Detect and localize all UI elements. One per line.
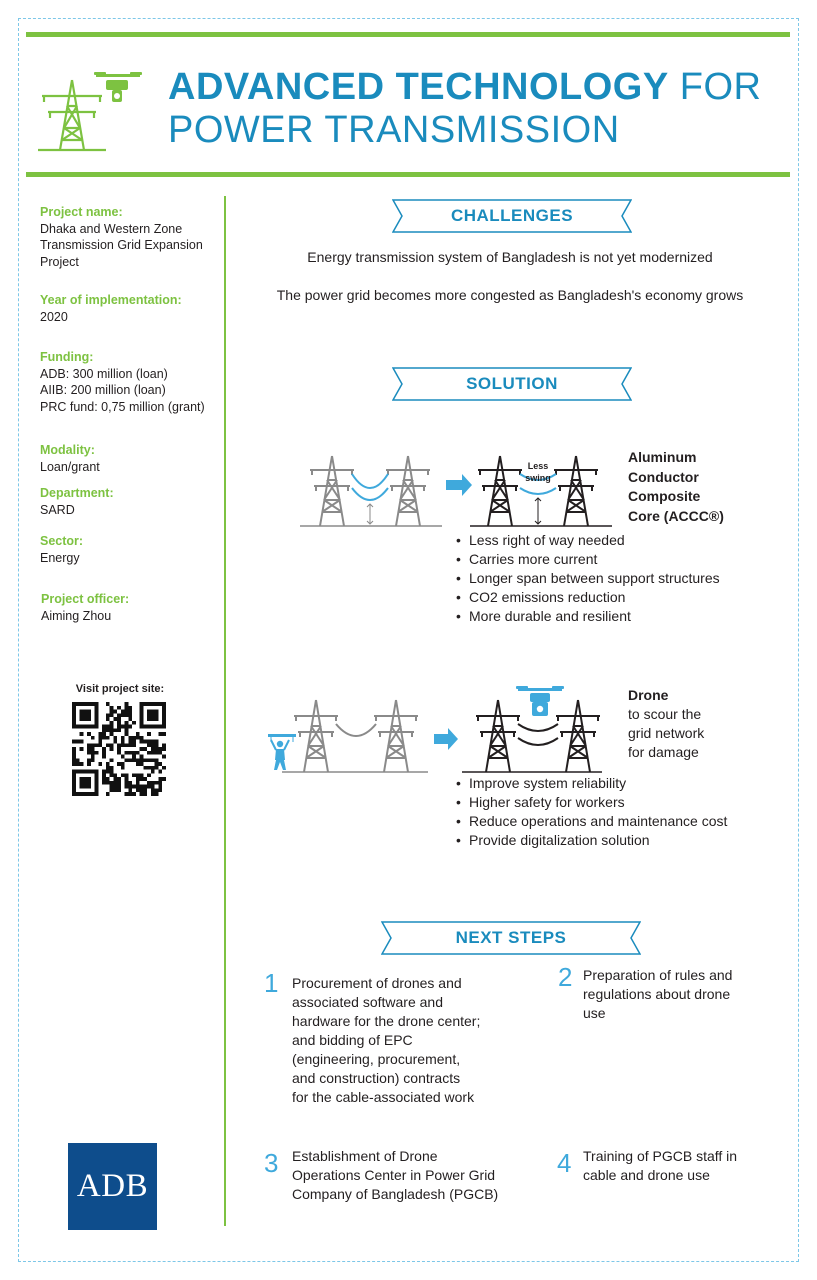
next-steps-ribbon: [381, 921, 641, 955]
less-swing-label: Less: [527, 461, 549, 471]
year-label: Year of implementation:: [40, 293, 182, 307]
drone-desc-line: grid network: [628, 725, 705, 741]
step-number: 1: [264, 968, 279, 998]
funding-line: AIIB: 200 million (loan): [40, 383, 166, 397]
accc-title-line: Conductor: [628, 468, 699, 485]
accc-title-line: Aluminum: [628, 449, 697, 465]
list-item: • Longer span between support structures: [456, 569, 720, 588]
officer-value: Aiming Zhou: [41, 608, 112, 623]
list-item: • Provide digitalization solution: [456, 831, 727, 850]
accc-benefits-list: [456, 531, 720, 626]
modality-block: [40, 442, 220, 475]
challenges-ribbon: [392, 199, 632, 233]
page-title: [168, 66, 761, 151]
department-label: Department:: [40, 486, 114, 500]
tower-drone-header-icon: [34, 70, 146, 154]
solution-heading: SOLUTION: [466, 374, 558, 393]
step-line: Training of PGCB staff in: [583, 1148, 738, 1164]
drone-title: Drone: [628, 687, 669, 703]
list-item: • Improve system reliability: [456, 774, 727, 793]
step-text: [292, 974, 480, 1107]
step-line: use: [583, 1005, 606, 1021]
modality-label: Modality:: [40, 443, 95, 457]
step-line: Preparation of rules and: [583, 967, 733, 983]
department-block: [40, 485, 220, 518]
step-line: Establishment of Drone: [292, 1148, 438, 1164]
step-line: and construction) contracts: [292, 1070, 461, 1086]
step-text: [583, 1147, 737, 1185]
project-name-label: Project name:: [40, 205, 123, 219]
drone-illustration: [262, 684, 614, 776]
worker-icon: [268, 734, 296, 770]
step-number: 4: [557, 1148, 572, 1178]
list-item: • CO2 emissions reduction: [456, 588, 720, 607]
adb-logo-text: ADB: [76, 1168, 149, 1204]
drone-benefits-list: [456, 774, 727, 850]
title-line2: POWER TRANSMISSION: [168, 108, 620, 151]
step-line: cable and drone use: [583, 1167, 710, 1183]
step-line: regulations about drone: [583, 986, 731, 1002]
officer-label: Project officer:: [41, 592, 130, 606]
challenges-heading: CHALLENGES: [450, 206, 574, 225]
list-item: • Reduce operations and maintenance cost: [456, 812, 727, 831]
adb-logo[interactable]: [68, 1143, 157, 1230]
drone-description: [628, 686, 704, 762]
list-item: • Less right of way needed: [456, 531, 720, 550]
drone-desc-line: to scour the: [628, 706, 702, 722]
solution-ribbon: [392, 367, 632, 401]
accc-title-line: Core (ACCC®): [628, 507, 724, 524]
step-line: for the cable-associated work: [292, 1089, 475, 1105]
step-number: 2: [558, 962, 573, 992]
funding-label: Funding:: [40, 350, 94, 364]
title-rest: FOR: [679, 66, 762, 108]
less-swing-label: swing: [525, 473, 551, 483]
officer-block: [41, 591, 221, 624]
sector-value: Energy: [40, 550, 80, 565]
sidebar-divider: [224, 196, 226, 1226]
sector-label: Sector:: [40, 534, 84, 548]
step-number: 3: [264, 1148, 279, 1178]
step-line: Company of Bangladesh (PGCB): [292, 1186, 499, 1202]
header-bottom-rule: [26, 172, 790, 177]
project-name-line: Transmission Grid Expansion: [40, 238, 203, 252]
step-text: [583, 966, 732, 1023]
arrow-right-icon: [446, 474, 472, 496]
visit-site-label: Visit project site:: [75, 683, 165, 695]
challenge-line: The power grid becomes more congested as Bangladesh's economy grows: [276, 287, 744, 303]
list-item: • More durable and resilient: [456, 607, 720, 626]
next-steps-heading: NEXT STEPS: [455, 928, 567, 947]
step-line: (engineering, procurement,: [292, 1051, 461, 1067]
department-value: SARD: [40, 502, 75, 517]
accc-illustration: [296, 452, 622, 532]
project-name-block: [40, 204, 220, 270]
drone-desc-line: for damage: [628, 744, 699, 760]
step-line: Procurement of drones and: [292, 975, 462, 991]
title-bold: ADVANCED TECHNOLOGY: [168, 66, 669, 108]
project-name-line: Project: [40, 254, 79, 269]
year-block: [40, 292, 220, 325]
modality-value: Loan/grant: [40, 459, 100, 474]
step-text: [292, 1147, 498, 1204]
year-value: 2020: [40, 309, 68, 324]
project-name-line: Dhaka and Western Zone: [40, 221, 183, 236]
step-line: hardware for the drone center;: [292, 1013, 481, 1029]
list-item: • Carries more current: [456, 550, 720, 569]
sector-block: [40, 533, 220, 566]
challenge-line: Energy transmission system of Bangladesh is not yet modernized: [307, 249, 713, 265]
qr-code[interactable]: [72, 702, 166, 796]
arrow-right-icon: [434, 728, 458, 750]
funding-block: [40, 349, 220, 415]
funding-line: ADB: 300 million (loan): [40, 366, 168, 381]
list-item: • Higher safety for workers: [456, 793, 727, 812]
accc-title-line: Composite: [628, 488, 701, 504]
step-line: Operations Center in Power Grid: [292, 1167, 496, 1183]
accc-title: [628, 448, 724, 526]
step-line: associated software and: [292, 994, 443, 1010]
header-top-rule: [26, 32, 790, 37]
funding-line: PRC fund: 0,75 million (grant): [40, 399, 205, 414]
step-line: and bidding of EPC: [292, 1032, 413, 1048]
